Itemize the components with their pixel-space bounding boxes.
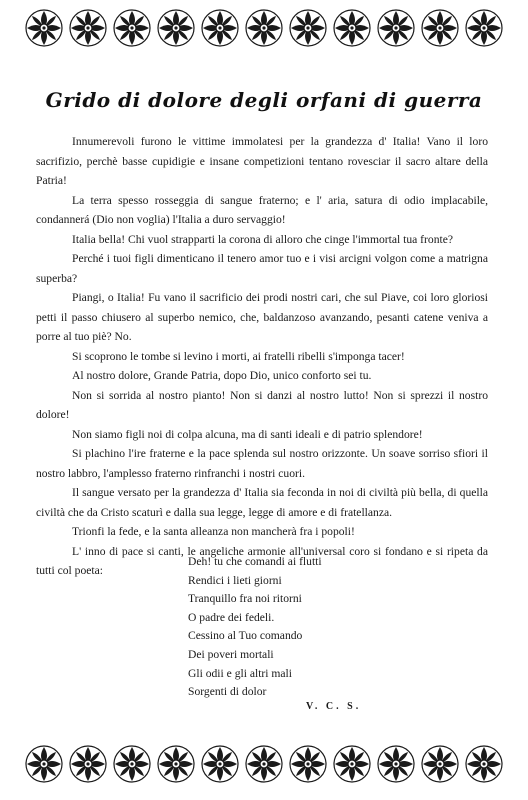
poem-line: Cessino al Tuo comando xyxy=(188,629,303,643)
poem-stanza xyxy=(188,553,388,702)
paragraph: Non si sorrida al nostro pianto! Non si danzi al nostro lutto! Non si sprezzi il nostro dolore! xyxy=(36,388,488,421)
page-title: Grido di dolore degli orfani di guerra xyxy=(45,88,483,112)
rosette-ornament-icon xyxy=(112,744,152,784)
rosette-ornament-icon xyxy=(156,8,196,48)
article-body xyxy=(36,132,488,581)
rosette-ornament-icon xyxy=(420,744,460,784)
top-ornamental-border xyxy=(24,6,504,50)
rosette-ornament-icon xyxy=(244,8,284,48)
paragraph: Si scoprono le tombe si levino i morti, ai fratelli ribelli s'imponga tacer! xyxy=(72,349,405,363)
bottom-ornamental-border xyxy=(24,742,504,786)
rosette-ornament-icon xyxy=(156,744,196,784)
paragraph: L' inno di pace si canti, le angeliche armonie all'universal coro si fondano e si ripeta da tutti col poeta: xyxy=(36,544,488,577)
rosette-ornament-icon xyxy=(376,8,416,48)
poem-line: Tranquillo fra noi ritorni xyxy=(188,592,302,606)
poem-line: Gli odii e gli altri mali xyxy=(188,666,293,680)
paragraph: Si plachino l'ire fraterne e la pace splenda sul nostro orizzonte. Un soave sorriso sfiori il nostro labbro, l'amplesso fraterno rinfranchi i nostri cuori. xyxy=(36,447,488,480)
rosette-ornament-icon xyxy=(244,744,284,784)
rosette-ornament-icon xyxy=(24,8,64,48)
rosette-ornament-icon xyxy=(24,744,64,784)
paragraph: La terra spesso rosseggia di sangue fraterno; e l' aria, satura di odio implacabile, condannerá (Dio non voglia) l'Italia a duro servaggio! xyxy=(36,193,488,226)
rosette-ornament-icon xyxy=(68,744,108,784)
poem-line: O padre dei fedeli. xyxy=(188,610,275,624)
paragraph: Piangi, o Italia! Fu vano il sacrificio dei prodi nostri cari, che sul Piave, coi loro gloriosi petti il passo chiusero al superbo nemico, che, baldanzoso avanzando, pesanti catene veniva a porre al tuo piè? No. xyxy=(36,291,488,343)
poem-line: Deh! tu che comandi ai flutti xyxy=(188,555,322,568)
paragraph: Trionfi la fede, e la santa alleanza non mancherà fra i popoli! xyxy=(72,525,355,538)
author-signature: V. C. S. xyxy=(306,701,362,712)
paragraph: Italia bella! Chi vuol strapparti la corona di alloro che cinge l'immortal tua fronte? xyxy=(72,232,454,246)
rosette-ornament-icon xyxy=(420,8,460,48)
rosette-ornament-icon xyxy=(464,744,504,784)
rosette-ornament-icon xyxy=(112,8,152,48)
paragraph: Perché i tuoi figli dimenticano il tenero amor tuo e i visi arcigni volgon come a matrigna superba? xyxy=(36,252,488,285)
rosette-ornament-icon xyxy=(332,8,372,48)
poem-line: Sorgenti di dolor xyxy=(188,685,267,699)
paragraph: Innumerevoli furono le vittime immolatesi per la grandezza d' Italia! Vano il loro sacrifizio, perchè basse cupidigie e insane competizioni tentano rovesciar il sacro altare della Patria! xyxy=(36,135,488,187)
rosette-ornament-icon xyxy=(200,744,240,784)
paragraph: Al nostro dolore, Grande Patria, dopo Dio, unico conforto sei tu. xyxy=(72,369,372,382)
rosette-ornament-icon xyxy=(68,8,108,48)
rosette-ornament-icon xyxy=(200,8,240,48)
rosette-ornament-icon xyxy=(376,744,416,784)
rosette-ornament-icon xyxy=(288,744,328,784)
rosette-ornament-icon xyxy=(332,744,372,784)
rosette-ornament-icon xyxy=(464,8,504,48)
poem-line: Dei poveri mortali xyxy=(188,647,274,661)
paragraph: Non siamo figli noi di colpa alcuna, ma di santi ideali e di patrio splendore! xyxy=(72,427,423,441)
paragraph: Il sangue versato per la grandezza d' Italia sia feconda in noi di civiltà più bella, di quella civiltà che da Cristo scaturì e dalla sua legge, legge di amore e di fratellanza. xyxy=(36,486,488,519)
rosette-ornament-icon xyxy=(288,8,328,48)
poem-line: Rendici i lieti giorni xyxy=(188,573,282,587)
